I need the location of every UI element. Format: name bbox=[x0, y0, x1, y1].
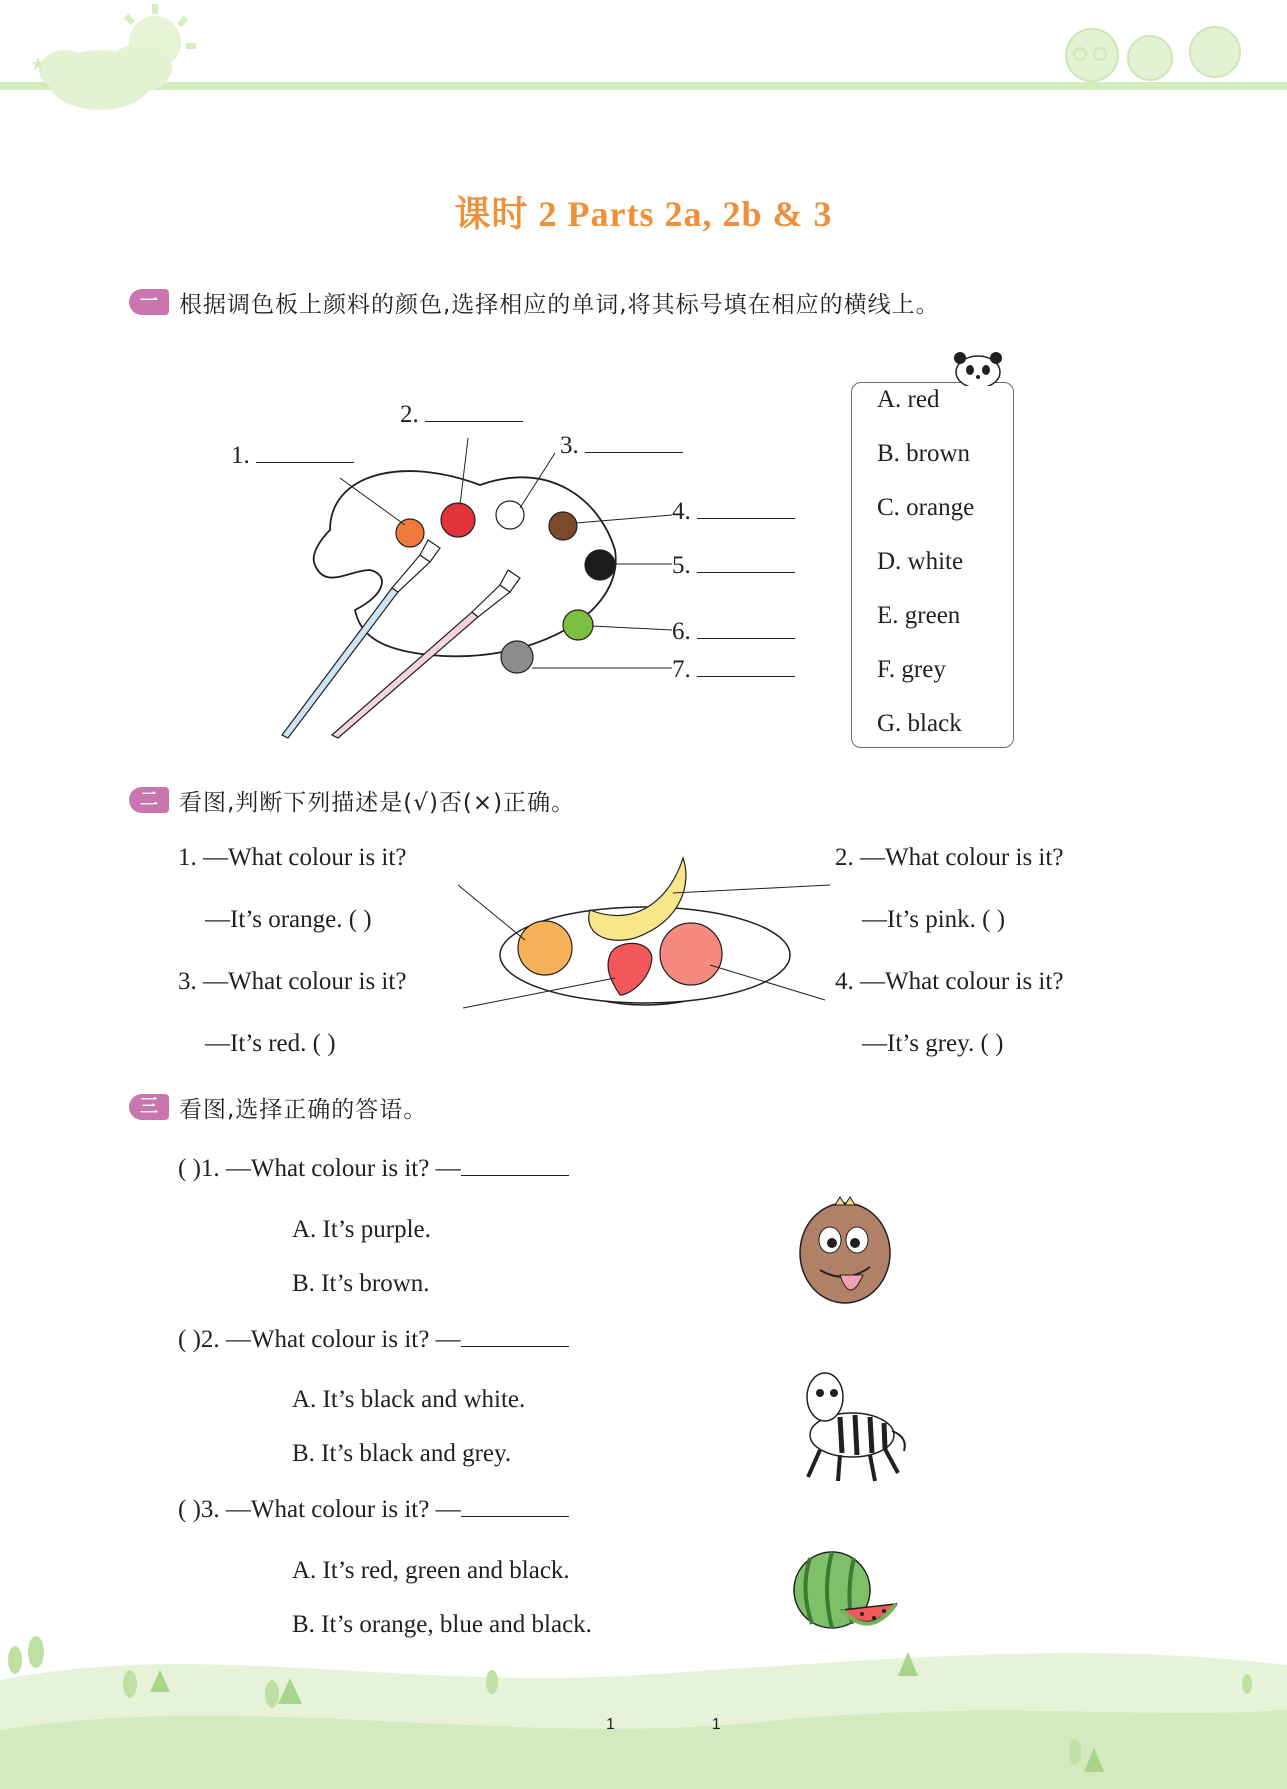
white-paint bbox=[496, 501, 524, 529]
red-paint bbox=[441, 503, 475, 537]
s3-q3-option-b: B. It’s orange, blue and black. bbox=[292, 1611, 592, 1638]
s2-a2: —It’s pink. ( ) bbox=[862, 906, 1006, 933]
option-e: E. green bbox=[877, 602, 961, 629]
option-c: C. orange bbox=[877, 494, 975, 521]
option-f: F. grey bbox=[877, 656, 946, 683]
s3-q1: ( )1. —What colour is it? — bbox=[178, 1155, 569, 1183]
section3-badge: 三 bbox=[129, 1094, 169, 1120]
black-paint bbox=[585, 550, 615, 580]
grey-paint bbox=[501, 641, 533, 673]
orange-paint bbox=[396, 519, 424, 547]
s3-q1-option-b: B. It’s brown. bbox=[292, 1270, 430, 1297]
section2-instruction: 看图,判断下列描述是(√)否(×)正确。 bbox=[179, 790, 576, 816]
zebra-icon bbox=[780, 1365, 915, 1485]
palette-label-6: 6. bbox=[672, 618, 795, 646]
s2-q1: 1. —What colour is it? bbox=[178, 844, 407, 871]
s2-q3: 3. —What colour is it? bbox=[178, 968, 407, 995]
s3-q2-option-b: B. It’s black and grey. bbox=[292, 1440, 512, 1467]
section1-badge: 一 bbox=[129, 289, 169, 315]
page-number: 1 1 bbox=[606, 1716, 721, 1733]
panda-icon bbox=[952, 346, 1004, 386]
header-decoration bbox=[0, 0, 1287, 120]
palette-label-5: 5. bbox=[672, 552, 795, 580]
orange-fruit bbox=[518, 921, 572, 975]
fruit-bowl-illustration bbox=[455, 850, 835, 1050]
page-title: 课时 2 Parts 2a, 2b & 3 bbox=[454, 194, 833, 234]
s3-q2: ( )2. —What colour is it? — bbox=[178, 1326, 569, 1354]
s2-a4: —It’s grey. ( ) bbox=[862, 1030, 1004, 1057]
kiwi-face-icon bbox=[795, 1195, 895, 1305]
animal-faces-icon bbox=[1066, 27, 1240, 81]
s2-a3: —It’s red. ( ) bbox=[205, 1030, 336, 1057]
palette-label-7: 7. bbox=[672, 656, 795, 684]
apple-fruit bbox=[660, 923, 722, 985]
s3-q2-option-a: A. It’s black and white. bbox=[292, 1386, 526, 1413]
palette-label-3: 3. bbox=[560, 432, 683, 460]
s3-q1-option-a: A. It’s purple. bbox=[292, 1216, 431, 1243]
s2-q2: 2. —What colour is it? bbox=[835, 844, 1064, 871]
svg-text:★: ★ bbox=[30, 54, 47, 75]
brown-paint bbox=[549, 512, 577, 540]
section1-instruction: 根据调色板上颜料的颜色,选择相应的单词,将其标号填在相应的横线上。 bbox=[179, 292, 940, 318]
section3-instruction: 看图,选择正确的答语。 bbox=[179, 1097, 428, 1123]
palette-label-1: 1. bbox=[231, 442, 354, 470]
green-paint bbox=[563, 610, 593, 640]
palette-label-2: 2. bbox=[400, 401, 523, 429]
palette-label-4: 4. bbox=[672, 498, 795, 526]
s2-a1: —It’s orange. ( ) bbox=[205, 906, 372, 933]
s2-q4: 4. —What colour is it? bbox=[835, 968, 1064, 995]
option-g: G. black bbox=[877, 710, 962, 737]
option-a: A. red bbox=[877, 386, 940, 413]
section2-badge: 二 bbox=[129, 787, 169, 813]
footer-landscape bbox=[0, 1620, 1287, 1789]
option-d: D. white bbox=[877, 548, 964, 575]
cloud-icon bbox=[39, 44, 172, 110]
s3-q3-option-a: A. It’s red, green and black. bbox=[292, 1557, 570, 1584]
s3-q3: ( )3. —What colour is it? — bbox=[178, 1496, 569, 1524]
option-b: B. brown bbox=[877, 440, 971, 467]
